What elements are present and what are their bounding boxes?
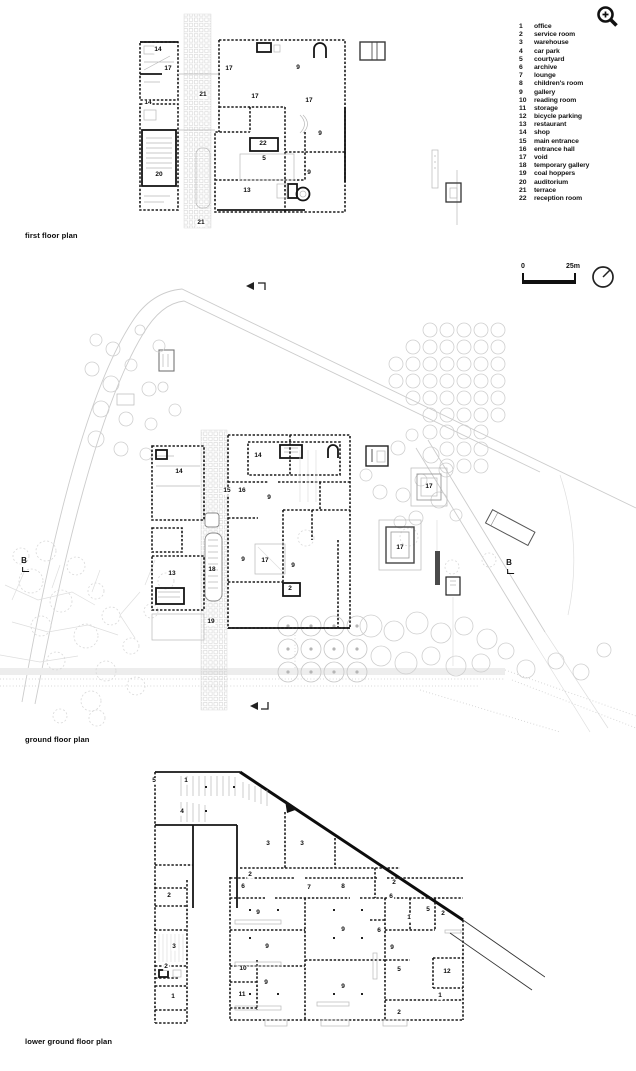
legend-number: 16 (519, 145, 527, 153)
legend-label: reception room (534, 194, 583, 202)
room-number-label: 3 (172, 942, 176, 950)
legend-number: 11 (519, 104, 527, 112)
legend-number: 5 (519, 55, 523, 63)
legend-item (519, 72, 635, 80)
legend-number: 8 (519, 80, 523, 88)
legend-item (519, 64, 635, 72)
legend-number: 6 (519, 63, 523, 71)
scale-zero-label: 0 (521, 263, 525, 270)
room-number-label: 9 (264, 978, 268, 986)
legend-number: 13 (519, 121, 527, 129)
section-marker-b: B (506, 558, 512, 567)
room-number-label: 10 (239, 964, 247, 972)
room-number-label: 9 (390, 943, 394, 951)
room-number-label: 16 (238, 486, 246, 494)
legend-item (519, 48, 635, 56)
room-number-label: 5 (262, 154, 266, 162)
room-number-label: 20 (155, 170, 163, 178)
legend-number: 12 (519, 113, 527, 121)
lower-ground-room-labels (145, 770, 545, 1040)
legend-item (519, 97, 635, 105)
legend-label: children's room (534, 80, 584, 88)
legend-label: archive (534, 63, 558, 71)
room-number-label: 13 (243, 186, 251, 194)
legend-label: entrance hall (534, 145, 575, 153)
room-number-label: 9 (296, 63, 300, 71)
room-number-label: 14 (175, 467, 183, 475)
legend-number: 3 (519, 39, 523, 47)
legend-label: lounge (534, 72, 556, 80)
legend-label: gallery (534, 88, 556, 96)
legend-label: warehouse (534, 39, 569, 47)
legend-number: 9 (519, 88, 523, 96)
legend-item (519, 39, 635, 47)
legend-label: auditorium (534, 178, 569, 186)
legend-label: courtyard (534, 55, 565, 63)
room-number-label: 17 (164, 64, 172, 72)
legend-number: 19 (519, 170, 527, 178)
plan-label-ground: ground floor plan (25, 735, 90, 744)
room-number-label: 2 (167, 891, 171, 899)
legend-item (519, 56, 635, 64)
lower-ground-floor-plan (145, 770, 545, 1040)
room-number-label: 22 (259, 139, 267, 147)
room-number-label: 21 (197, 218, 205, 226)
legend-label: coal hoppers (534, 170, 576, 178)
room-number-label: 2 (392, 878, 396, 886)
legend-label: reading room (534, 96, 577, 104)
legend-item (519, 179, 635, 187)
legend-item (519, 113, 635, 121)
room-number-label: 21 (199, 90, 207, 98)
room-number-label: 9 (341, 982, 345, 990)
legend-label: storage (534, 104, 558, 112)
legend-label: shop (534, 129, 550, 137)
legend-label: car park (534, 47, 560, 55)
legend-item (519, 170, 635, 178)
legend-number: 14 (519, 129, 527, 137)
legend-number: 7 (519, 72, 523, 80)
room-number-label: 4 (180, 807, 184, 815)
legend-number: 1 (519, 23, 523, 30)
room-number-label: 17 (305, 96, 313, 104)
legend-item (519, 146, 635, 154)
legend-item (519, 121, 635, 129)
plan-label-lower: lower ground floor plan (25, 1037, 113, 1046)
room-number-label: 17 (251, 92, 259, 100)
first-floor-plan (100, 12, 472, 234)
room-number-label: 9 (318, 129, 322, 137)
room-number-label: 11 (238, 990, 246, 998)
legend-item (519, 195, 635, 203)
legend-label: main entrance (534, 137, 579, 145)
room-number-label: 5 (397, 965, 401, 973)
legend-item (519, 154, 635, 162)
legend-label: terrace (534, 186, 556, 194)
room-number-label: 13 (168, 569, 176, 577)
room-number-label: 5 (426, 905, 430, 913)
scale-max-label: 25m (565, 263, 580, 270)
room-number-label: 7 (307, 883, 311, 891)
legend-number: 10 (519, 96, 527, 104)
room-number-label: 9 (256, 908, 260, 916)
room-number-label: 2 (441, 909, 445, 917)
room-number-label: 2 (397, 1008, 401, 1016)
room-number-label: 14 (254, 451, 262, 459)
legend-number: 22 (519, 194, 527, 202)
ground-floor-room-labels (0, 270, 636, 740)
room-number-label: 3 (300, 839, 304, 847)
legend-item (519, 23, 635, 31)
room-number-label: 18 (208, 565, 216, 573)
plan-label-first: first floor plan (25, 231, 78, 240)
room-number-label: 9 (291, 561, 295, 569)
legend-item (519, 89, 635, 97)
room-number-label: 15 (223, 486, 231, 494)
room-number-label: 9 (267, 493, 271, 501)
ground-floor-plan (0, 270, 636, 740)
legend-number: 15 (519, 137, 527, 145)
room-number-label: 17 (261, 556, 269, 564)
legend-item (519, 162, 635, 170)
legend-item (519, 187, 635, 195)
room-number-label: 17 (425, 482, 433, 490)
room-number-label: 17 (225, 64, 233, 72)
room-number-label: 2 (164, 962, 168, 970)
room-number-label: 6 (377, 926, 381, 934)
legend-number: 21 (519, 186, 527, 194)
legend-label: restaurant (534, 121, 567, 129)
room-number-label: 8 (341, 882, 345, 890)
legend-number: 4 (519, 47, 523, 55)
room-number-label: 1 (171, 992, 175, 1000)
legend-label: office (534, 23, 552, 30)
room-legend (519, 23, 635, 203)
legend-number: 2 (519, 31, 523, 39)
legend-label: temporary gallery (534, 162, 590, 170)
legend-item (519, 31, 635, 39)
legend-label: void (534, 154, 548, 161)
legend-number: 17 (519, 154, 527, 161)
room-number-label: 2 (248, 870, 252, 878)
room-number-label: 17 (396, 543, 404, 551)
room-number-label: 2 (288, 584, 292, 592)
room-number-label: 1 (184, 776, 188, 784)
room-number-label: 19 (207, 617, 215, 625)
legend-number: 20 (519, 178, 527, 186)
room-number-label: 1 (438, 991, 442, 999)
first-floor-room-labels (100, 12, 472, 234)
legend-item (519, 138, 635, 146)
section-marker-b: B (21, 556, 27, 565)
legend-item (519, 105, 635, 113)
room-number-label: 9 (307, 168, 311, 176)
room-number-label: 9 (265, 942, 269, 950)
room-number-label: 1 (407, 913, 411, 921)
room-number-label: 9 (241, 555, 245, 563)
room-number-label: 9 (341, 925, 345, 933)
legend-label: bicycle parking (534, 113, 582, 121)
room-number-label: 14 (144, 98, 152, 106)
room-number-label: 6 (241, 882, 245, 890)
legend-label: service room (534, 31, 576, 39)
legend-number: 18 (519, 162, 527, 170)
room-number-label: 3 (266, 839, 270, 847)
room-number-label: 5 (152, 776, 156, 784)
room-number-label: 6 (389, 892, 393, 900)
room-number-label: 14 (154, 45, 162, 53)
room-number-label: 12 (443, 967, 451, 975)
legend-item (519, 80, 635, 88)
legend-item (519, 129, 635, 137)
